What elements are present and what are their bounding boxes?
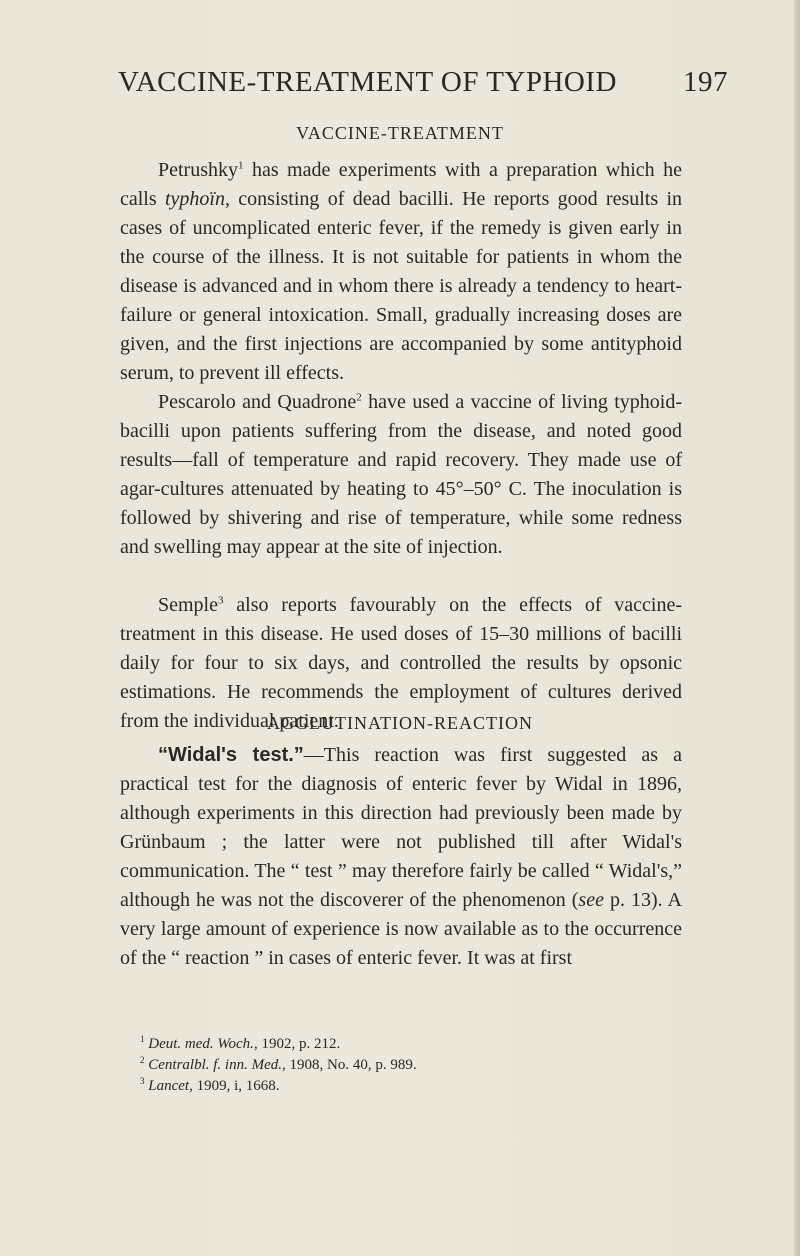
footnote <box>140 1034 680 1055</box>
footnote-text: , 1909, i, 1668. <box>189 1078 280 1094</box>
paragraph-text: have used a vaccine of living typhoid-bacilli upon patients suffering from the disease, and noted good results—fall of temperature and rapid recovery. They made use of agar-cultures attenuated by heating to 45°–50° C. The inoculation is followed by shivering and rise of temperature, while some redness and swelling may appear at the site of injection. <box>120 391 682 558</box>
footnote-ref: 1 <box>238 159 244 172</box>
page-edge <box>794 0 800 1256</box>
footnote-source: Centralbl. f. inn. Med. <box>148 1057 282 1073</box>
footnote-number: 2 <box>140 1055 145 1065</box>
paragraph-text: p. 13). A very large amount of experience is now available as to the occurrence of the “ reaction ” in cases of enteric fever. It was at first <box>120 889 683 969</box>
paragraph-text: also reports favourably on the effects of vaccine-treatment in this disease. He used doses of 15–30 millions of bacilli daily for four to six days, and controlled the results by opsonic estimations. He recommends the employment of cultures derived from the individual patient. <box>120 594 682 732</box>
footnote-source: Lancet <box>148 1078 190 1094</box>
author-name: Pescarolo and Quadrone <box>158 391 357 413</box>
author-name: Semple <box>158 594 218 616</box>
running-head <box>118 66 728 99</box>
paragraph-text: has made experiments with a preparation which he calls <box>120 159 682 210</box>
footnote <box>140 1076 680 1097</box>
run-in-heading: “Widal's test.” <box>158 744 304 766</box>
footnote <box>140 1055 680 1076</box>
author-name: Petrushky <box>158 159 238 181</box>
paragraph-petrushky <box>120 156 682 388</box>
footnote-text: , 1902, p. 212. <box>253 1036 341 1052</box>
section-title-vaccine: VACCINE-TREATMENT <box>296 123 504 143</box>
paragraph-pescarolo <box>120 388 682 562</box>
footnote-source: Deut. med. Woch. <box>148 1036 254 1052</box>
paragraph-widal <box>120 741 682 973</box>
paragraph-text: —This reaction was first suggested as a practical test for the diagnosis of enteric fever by Widal in 1896, although experiments in this direction had previously been made by Grünbaum ; the latter were not published till after Widal's communication. The “ test ” may therefore fairly be called “ Widal's,” although he was not the discoverer of the phenomenon ( <box>120 744 682 911</box>
footnotes <box>140 1034 680 1097</box>
see-reference: see <box>578 889 604 911</box>
footnote-ref: 3 <box>218 594 224 607</box>
term-typhoin: typhoïn <box>164 188 225 210</box>
footnote-text: , 1908, No. 40, p. 989. <box>282 1057 417 1073</box>
page-number: 197 <box>683 66 728 98</box>
running-title: VACCINE-TREATMENT OF TYPHOID <box>118 66 617 98</box>
footnote-number: 3 <box>140 1076 145 1086</box>
footnote-ref: 2 <box>356 391 362 404</box>
footnote-number: 1 <box>140 1034 145 1044</box>
section-title-agglutination: AGGLUTINATION-REACTION <box>267 713 533 733</box>
paragraph-text: , consisting of dead bacilli. He reports good results in cases of uncomplicated enteric fever, if the remedy is given early in the course of the illness. It is not suitable for patients in whom the disease is advanced and in whom there is already a tendency to heart-failure or general intoxication. Small, gradually increasing doses are given, and the first injections are accompanied by some antityphoid serum, to prevent ill effects. <box>120 188 683 384</box>
